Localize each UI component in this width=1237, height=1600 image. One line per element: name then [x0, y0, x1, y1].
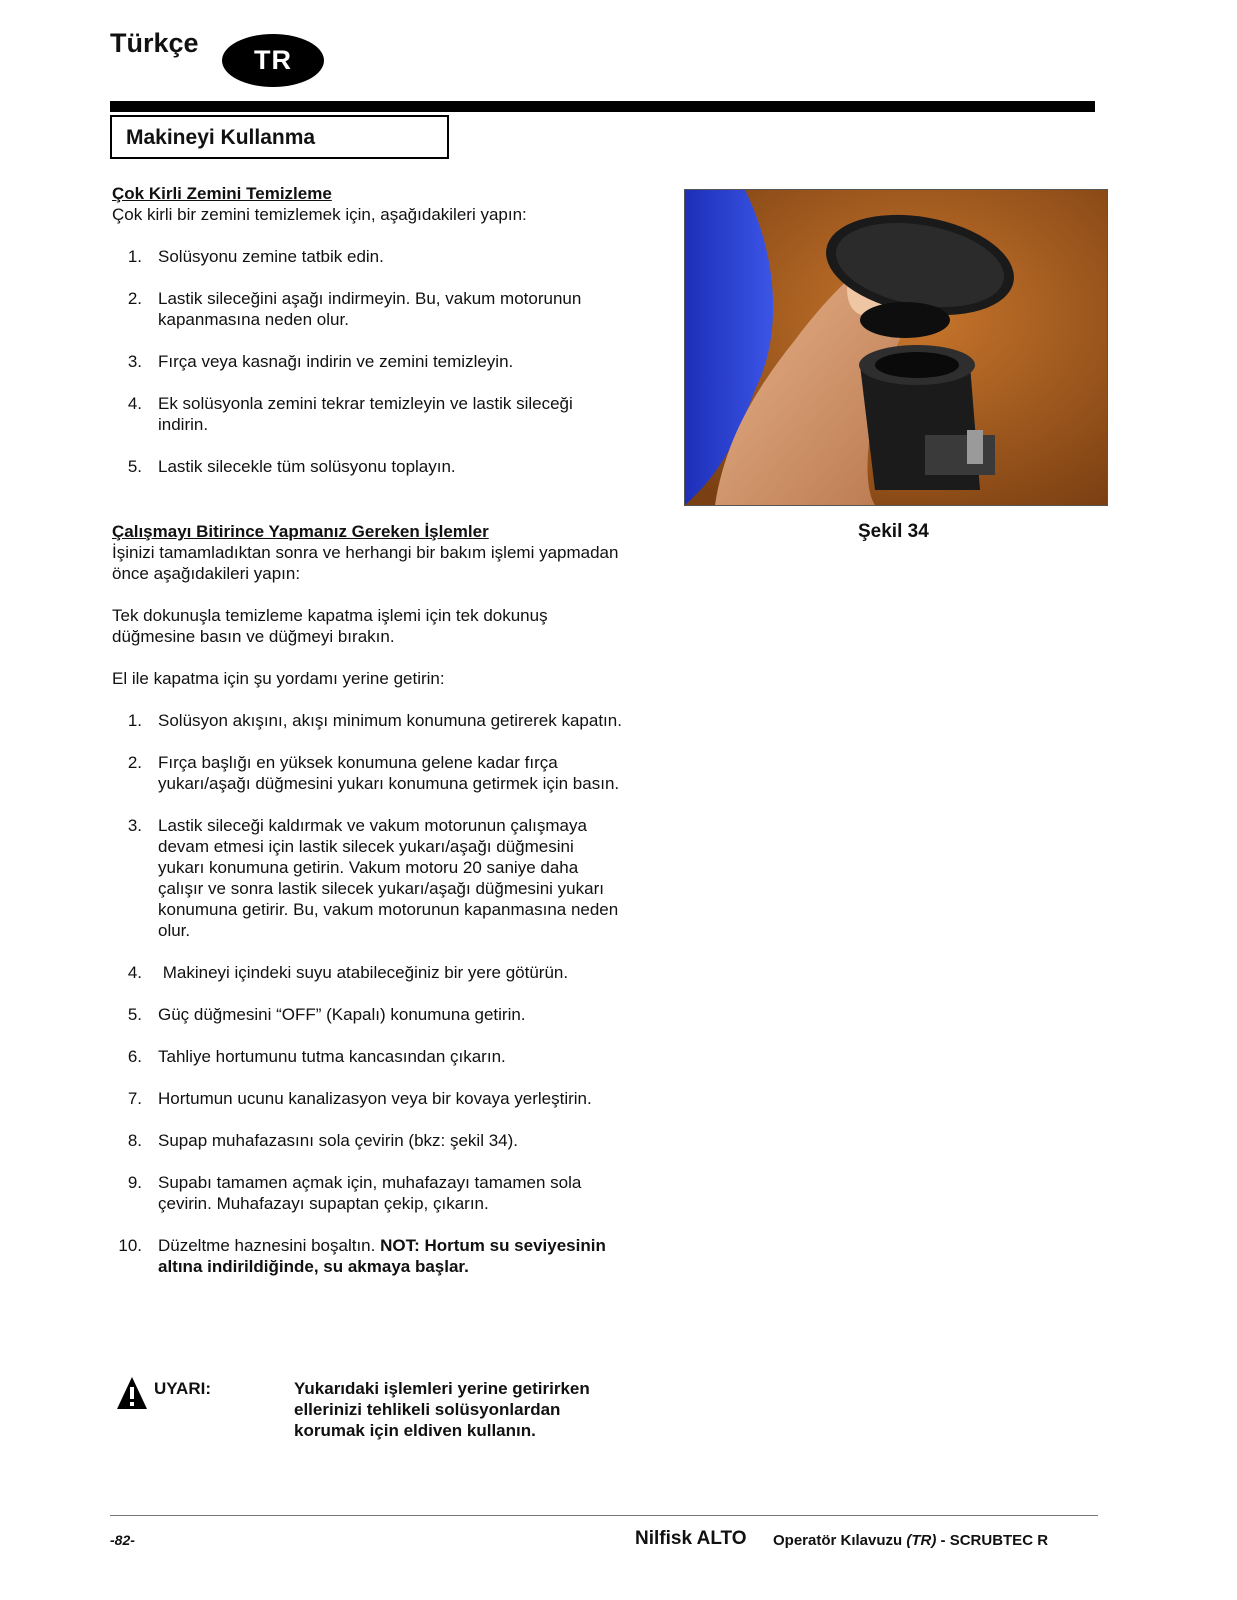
list-item: 6. Tahliye hortumunu tutma kancasından çıkarın. [127, 1047, 506, 1066]
heavy-soil-heading: Çok Kirli Zemini Temizleme [112, 184, 332, 203]
language-title: Türkçe [110, 28, 199, 58]
warning-label: UYARI: [154, 1379, 211, 1398]
list-item: 1. Solüsyon akışını, akışı minimum konumuna getirerek kapatın. [127, 711, 622, 730]
list-item: 9. Supabı tamamen açmak için, muhafazayı tamamen sola çevirin. Muhafazayı supaptan çekip, çıkarın. [127, 1173, 582, 1213]
valve-housing-photo [685, 190, 1107, 505]
list-item: 2. Lastik sileceğini aşağı indirmeyin. Bu, vakum motorunun kapanmasına neden olur. [127, 289, 582, 329]
after-work-section [112, 521, 622, 1298]
list-item: 4. Ek solüsyonla zemini tekrar temizleyin ve lastik sileceği indirin. [127, 394, 573, 434]
figure-caption: Şekil 34 [858, 521, 929, 542]
warning-triangle-icon [116, 1376, 148, 1410]
language-badge: TR [222, 34, 324, 87]
heavy-soil-intro: Çok kirli bir zemini temizlemek için, aşağıdakileri yapın: [112, 205, 527, 224]
warning-text: Yukarıdaki işlemleri yerine getirirken ellerinizi tehlikeli solüsyonlardan korumak için eldiven kullanın. [294, 1379, 590, 1440]
manual-shutdown-intro: El ile kapatma için şu yordamı yerine getirin: [112, 669, 445, 688]
list-item: 5. Güç düğmesini “OFF” (Kapalı) konumuna getirin. [127, 1005, 526, 1024]
list-item: 7. Hortumun ucunu kanalizasyon veya bir kovaya yerleştirin. [127, 1089, 592, 1108]
section-title: Makineyi Kullanma [110, 115, 449, 159]
step-note: NOT: Hortum su seviyesinin altına indirildiğinde, su akmaya başlar. [158, 1236, 606, 1276]
header-rule [110, 101, 1095, 112]
brand-name: Nilfisk ALTO [635, 1528, 747, 1549]
list-item: 1. Solüsyonu zemine tatbik edin. [127, 247, 384, 266]
page-number: -82- [110, 1532, 135, 1548]
list-item: 8. Supap muhafazasını sola çevirin (bkz: şekil 34). [127, 1131, 519, 1150]
list-item: 4. Makineyi içindeki suyu atabileceğiniz bir yere götürün. [127, 963, 569, 982]
list-item: 3. Fırça veya kasnağı indirin ve zemini temizleyin. [127, 352, 514, 371]
after-work-heading: Çalışmayı Bitirince Yapmanız Gereken İşlemler [112, 522, 489, 541]
manual-title: Operatör Kılavuzu (TR) - SCRUBTEC R [773, 1532, 1049, 1549]
heavy-soil-steps [112, 246, 622, 477]
footer-rule [110, 1515, 1098, 1516]
figure-photo [684, 189, 1108, 506]
heavy-soil-section [112, 183, 622, 498]
one-touch-paragraph: Tek dokunuşla temizleme kapatma işlemi için tek dokunuş düğmesine basın ve düğmeyi bırakın. [112, 606, 548, 646]
list-item: 10. Düzeltme haznesini boşaltın. NOT: Hortum su seviyesinin altına indirildiğinde, su akmaya başlar. [118, 1236, 606, 1276]
after-work-intro: İşinizi tamamladıktan sonra ve herhangi bir bakım işlemi yapmadan önce aşağıdakileri yapın: [112, 543, 619, 583]
list-item: 2. Fırça başlığı en yüksek konumuna gelene kadar fırça yukarı/aşağı düğmesini yukarı konumuna getirmek için basın. [127, 753, 620, 793]
list-item: 5. Lastik silecekle tüm solüsyonu toplayın. [127, 457, 456, 476]
after-work-steps [112, 710, 622, 1277]
list-item: 3. Lastik sileceği kaldırmak ve vakum motorunun çalışmaya devam etmesi için lastik silecek yukarı/aşağı düğmesini yukarı konumuna getirin. Vakum motoru 20 saniye daha çalışır ve sonra lastik silecek yukarı/aşağı düğmesini yukarı konumuna getirir. Bu, vakum motorunun kapanmasına neden olur. [127, 816, 619, 940]
